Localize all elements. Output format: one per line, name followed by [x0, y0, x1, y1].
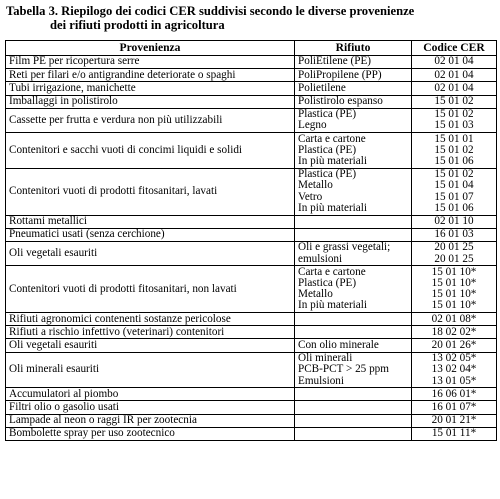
rifiuto-line: PoliPropilene (PP) [298, 68, 382, 81]
cell-provenienza: Imballaggi in polistirolo [6, 95, 295, 108]
codice-line: 18 02 02* [431, 325, 477, 338]
rifiuto-line: Plastica (PE) [298, 143, 357, 156]
cell-provenienza: Rifiuti a rischio infettivo (veterinari) contenitori [6, 326, 295, 339]
cell-rifiuto [295, 414, 412, 427]
rifiuto-line: Vetro [298, 190, 323, 203]
cell-rifiuto [295, 339, 412, 352]
cell-provenienza: Oli minerali esauriti [6, 352, 295, 388]
codice-line: 15 01 10* [431, 299, 477, 312]
cell-provenienza: Rottami metallici [6, 215, 295, 228]
codice-line: 15 01 07 [434, 190, 474, 203]
table-row [6, 95, 497, 108]
cell-codice-cer [412, 313, 497, 326]
header-codice-cer: Codice CER [412, 41, 497, 56]
rifiuto-line: In più materiali [298, 155, 367, 168]
cell-codice-cer [412, 82, 497, 95]
codice-line: 15 01 10* [431, 276, 477, 289]
rifiuto-line: PoliEtilene (PE) [298, 55, 372, 68]
rifiuto-line: PCB-PCT > 25 ppm [298, 363, 389, 376]
table-row [6, 401, 497, 414]
cer-codes-table [5, 40, 497, 441]
codice-line: 15 01 02 [434, 168, 474, 181]
table-row [6, 215, 497, 228]
cell-rifiuto [295, 95, 412, 108]
cell-rifiuto [295, 228, 412, 241]
table-row [6, 266, 497, 313]
cell-provenienza: Oli vegetali esauriti [6, 241, 295, 265]
cell-provenienza: Cassette per frutta e verdura non più utilizzabili [6, 108, 295, 132]
rifiuto-line: Metallo [298, 179, 333, 192]
cell-rifiuto [295, 108, 412, 132]
codice-line: 15 01 11* [431, 427, 477, 440]
cell-codice-cer [412, 95, 497, 108]
table-row [6, 326, 497, 339]
cell-rifiuto [295, 168, 412, 215]
cell-provenienza: Tubi irrigazione, manichette [6, 82, 295, 95]
cell-rifiuto [295, 352, 412, 388]
codice-line: 02 01 04 [434, 81, 474, 94]
rifiuto-line: Metallo [298, 288, 333, 301]
cell-codice-cer [412, 228, 497, 241]
codice-line: 13 02 05* [431, 352, 477, 365]
cell-codice-cer [412, 414, 497, 427]
codice-line: 16 06 01* [431, 387, 477, 400]
table-header-row [6, 41, 497, 56]
cell-provenienza: Contenitori vuoti di prodotti fitosanitari, non lavati [6, 266, 295, 313]
cell-codice-cer [412, 401, 497, 414]
codice-line: 15 01 03 [434, 119, 474, 132]
codice-line: 20 01 26* [431, 338, 477, 351]
cell-rifiuto [295, 401, 412, 414]
codice-line: 16 01 07* [431, 400, 477, 413]
table-row [6, 69, 497, 82]
cell-codice-cer [412, 241, 497, 265]
codice-line: 15 01 02 [434, 95, 474, 108]
cell-codice-cer [412, 326, 497, 339]
codice-line: 15 01 02 [434, 143, 474, 156]
cell-codice-cer [412, 108, 497, 132]
cell-rifiuto [295, 241, 412, 265]
cell-codice-cer [412, 215, 497, 228]
cell-codice-cer [412, 56, 497, 69]
cell-rifiuto [295, 69, 412, 82]
caption-line-2: dei rifiuti prodotti in agricoltura [50, 18, 225, 32]
header-provenienza: Provenienza [6, 41, 295, 56]
codice-line: 15 01 04 [434, 179, 474, 192]
codice-line: 02 01 04 [434, 68, 474, 81]
cell-rifiuto [295, 56, 412, 69]
cell-rifiuto [295, 388, 412, 401]
cell-provenienza: Bombolette spray per uso zootecnico [6, 427, 295, 440]
codice-line: 15 01 10* [431, 265, 477, 278]
table-row [6, 241, 497, 265]
rifiuto-line: Plastica (PE) [298, 108, 357, 121]
rifiuto-line: Con olio minerale [298, 338, 379, 351]
cell-rifiuto [295, 266, 412, 313]
cell-rifiuto [295, 82, 412, 95]
table-row [6, 108, 497, 132]
table-row [6, 168, 497, 215]
cell-provenienza: Oli vegetali esauriti [6, 339, 295, 352]
codice-line: 15 01 01 [434, 132, 474, 145]
cell-codice-cer [412, 388, 497, 401]
rifiuto-line: emulsioni [298, 252, 343, 265]
cell-rifiuto [295, 326, 412, 339]
table-row [6, 414, 497, 427]
table-body [6, 56, 497, 441]
caption-line-1: Tabella 3. Riepilogo dei codici CER suddivisi secondo le diverse provenienze [6, 4, 415, 18]
rifiuto-line: In più materiali [298, 201, 367, 214]
codice-line: 15 01 06 [434, 155, 474, 168]
codice-line: 15 01 10* [431, 288, 477, 301]
rifiuto-line: In più materiali [298, 299, 367, 312]
table-row [6, 82, 497, 95]
table-caption [6, 4, 496, 32]
cell-codice-cer [412, 266, 497, 313]
rifiuto-line: Legno [298, 119, 327, 132]
table-row [6, 352, 497, 388]
rifiuto-line: Emulsioni [298, 374, 344, 387]
table-row [6, 133, 497, 169]
cell-provenienza: Contenitori vuoti di prodotti fitosanitari, lavati [6, 168, 295, 215]
table-row [6, 388, 497, 401]
table-row [6, 56, 497, 69]
codice-line: 15 01 06 [434, 201, 474, 214]
table-row [6, 313, 497, 326]
cell-codice-cer [412, 133, 497, 169]
cell-provenienza: Rifiuti agronomici contenenti sostanze pericolose [6, 313, 295, 326]
cell-provenienza: Contenitori e sacchi vuoti di concimi liquidi e solidi [6, 133, 295, 169]
rifiuto-line: Polietilene [298, 81, 346, 94]
codice-line: 13 02 04* [431, 363, 477, 376]
header-rifiuto: Rifiuto [295, 41, 412, 56]
codice-line: 15 01 02 [434, 108, 474, 121]
cell-rifiuto [295, 133, 412, 169]
cell-provenienza: Pneumatici usati (senza cerchione) [6, 228, 295, 241]
rifiuto-line: Polistirolo espanso [298, 95, 383, 108]
cell-codice-cer [412, 427, 497, 440]
table-row [6, 228, 497, 241]
cell-rifiuto [295, 427, 412, 440]
cell-codice-cer [412, 69, 497, 82]
rifiuto-line: Carta e cartone [298, 265, 366, 278]
codice-line: 02 01 04 [434, 55, 474, 68]
codice-line: 13 01 05* [431, 374, 477, 387]
cell-rifiuto [295, 313, 412, 326]
codice-line: 02 01 08* [431, 312, 477, 325]
cell-provenienza: Accumulatori al piombo [6, 388, 295, 401]
codice-line: 02 01 10 [434, 215, 474, 228]
cell-codice-cer [412, 352, 497, 388]
cell-rifiuto [295, 215, 412, 228]
rifiuto-line: Oli minerali [298, 352, 353, 365]
rifiuto-line: Plastica (PE) [298, 276, 357, 289]
cell-provenienza: Filtri olio o gasolio usati [6, 401, 295, 414]
table-row [6, 427, 497, 440]
codice-line: 20 01 25 [434, 252, 474, 265]
rifiuto-line: Plastica (PE) [298, 168, 357, 181]
table-row [6, 339, 497, 352]
cell-provenienza: Reti per filari e/o antigrandine deteriorate o spaghi [6, 69, 295, 82]
codice-line: 20 01 21* [431, 414, 477, 427]
cell-codice-cer [412, 339, 497, 352]
codice-line: 20 01 25 [434, 241, 474, 254]
rifiuto-line: Carta e cartone [298, 132, 366, 145]
rifiuto-line: Oli e grassi vegetali; [298, 241, 391, 254]
cell-provenienza: Film PE per ricopertura serre [6, 56, 295, 69]
codice-line: 16 01 03 [434, 228, 474, 241]
cell-codice-cer [412, 168, 497, 215]
cell-provenienza: Lampade al neon o raggi IR per zootecnia [6, 414, 295, 427]
